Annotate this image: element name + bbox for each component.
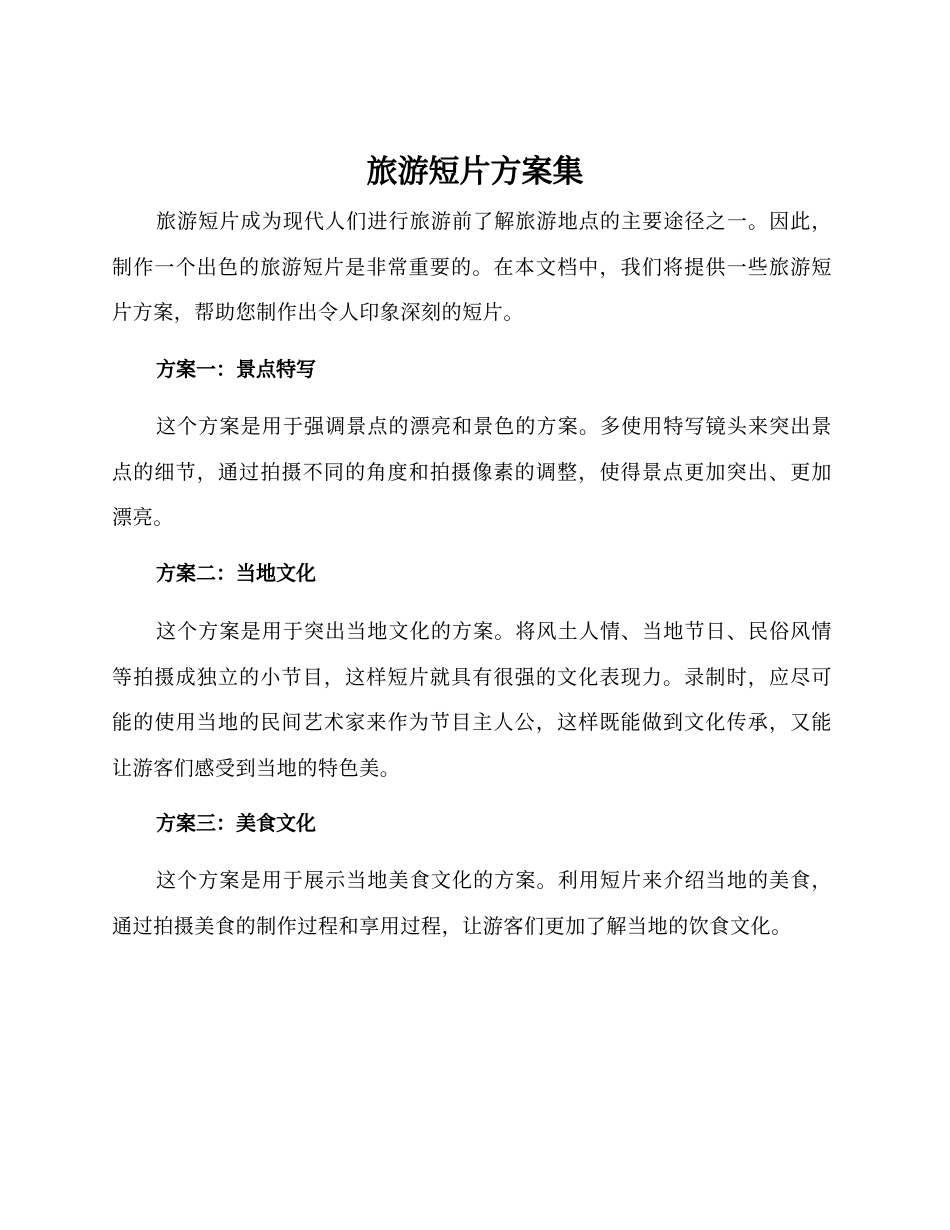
section-heading-1: 方案一：景点特写 — [156, 357, 316, 381]
intro-paragraph: 旅游短片成为现代人们进行旅游前了解旅游地点的主要途径之一。因此，制作一个出色的旅游短片是非常重要的。在本文档中，我们将提供一些旅游短片方案，帮助您制作出令人印象深刻的短片。 — [112, 209, 832, 324]
document-title: 旅游短片方案集 — [366, 154, 584, 190]
section-body-1: 这个方案是用于强调景点的漂亮和景色的方案。多使用特写镜头来突出景点的细节，通过拍摄不同的角度和拍摄像素的调整，使得景点更加突出、更加漂亮。 — [112, 414, 832, 529]
section-body-2: 这个方案是用于突出当地文化的方案。将风土人情、当地节日、民俗风情等拍摄成独立的小节目，这样短片就具有很强的文化表现力。录制时，应尽可能的使用当地的民间艺术家来作为节目主人公，这样既能做到文化传承，又能让游客们感受到当地的特色美。 — [112, 619, 832, 780]
section-heading-2: 方案二：当地文化 — [156, 561, 316, 585]
section-heading-3: 方案三：美食文化 — [156, 811, 316, 835]
section-body-3: 这个方案是用于展示当地美食文化的方案。利用短片来介绍当地的美食，通过拍摄美食的制作过程和享用过程，让游客们更加了解当地的饮食文化。 — [112, 868, 832, 938]
